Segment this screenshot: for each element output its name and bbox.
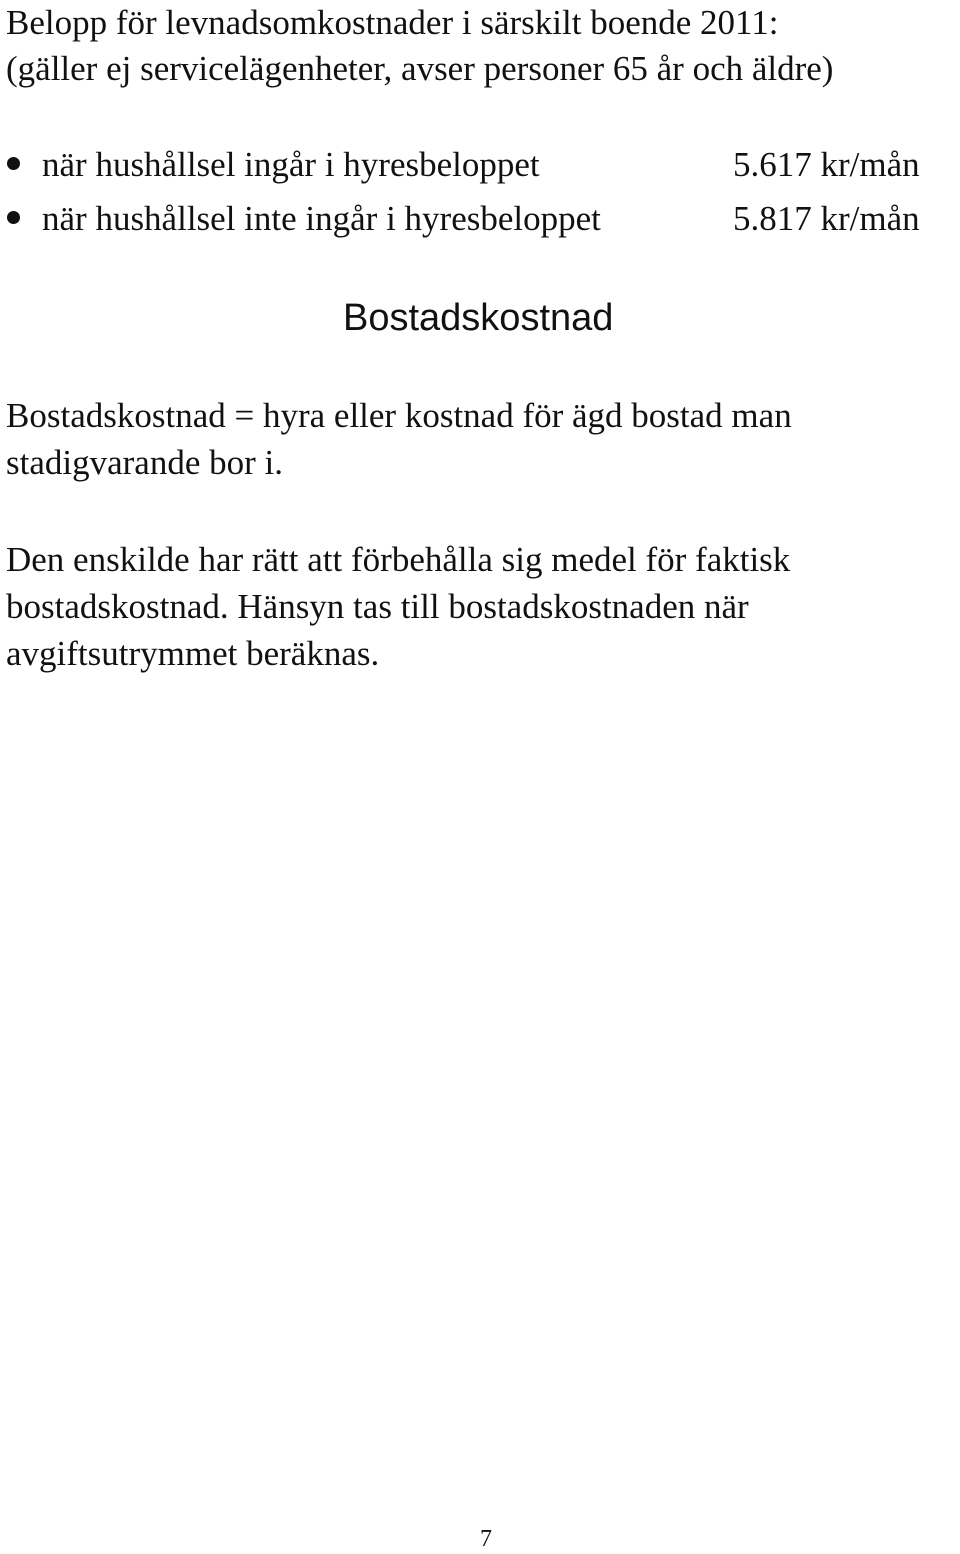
amount-list	[0, 142, 960, 250]
list-item	[0, 196, 960, 250]
list-item-label: när hushållsel ingår i hyresbeloppet	[42, 145, 540, 184]
intro-block	[6, 0, 833, 92]
paragraph-rights: Den enskilde har rätt att förbehålla sig medel för faktisk bostadskostnad. Hänsyn tas till bostadskostnaden när avgiftsutrymmet beräknas.	[6, 540, 791, 673]
paragraph-definition: Bostadskostnad = hyra eller kostnad för ägd bostad man stadigvarande bor i.	[6, 396, 792, 482]
list-item-label: när hushållsel inte ingår i hyresbeloppet	[42, 199, 601, 238]
page-number: 7	[480, 1526, 492, 1552]
list-item-amount: 5.617 kr/mån	[733, 145, 920, 184]
intro-line-2: (gäller ej servicelägenheter, avser personer 65 år och äldre)	[6, 49, 834, 88]
intro-line-1: Belopp för levnadsomkostnader i särskilt boende 2011:	[6, 3, 779, 42]
list-item	[0, 142, 960, 196]
bullet-icon	[7, 211, 20, 224]
section-heading: Bostadskostnad	[343, 297, 614, 339]
bullet-icon	[7, 157, 20, 170]
list-item-amount: 5.817 kr/mån	[733, 199, 920, 238]
